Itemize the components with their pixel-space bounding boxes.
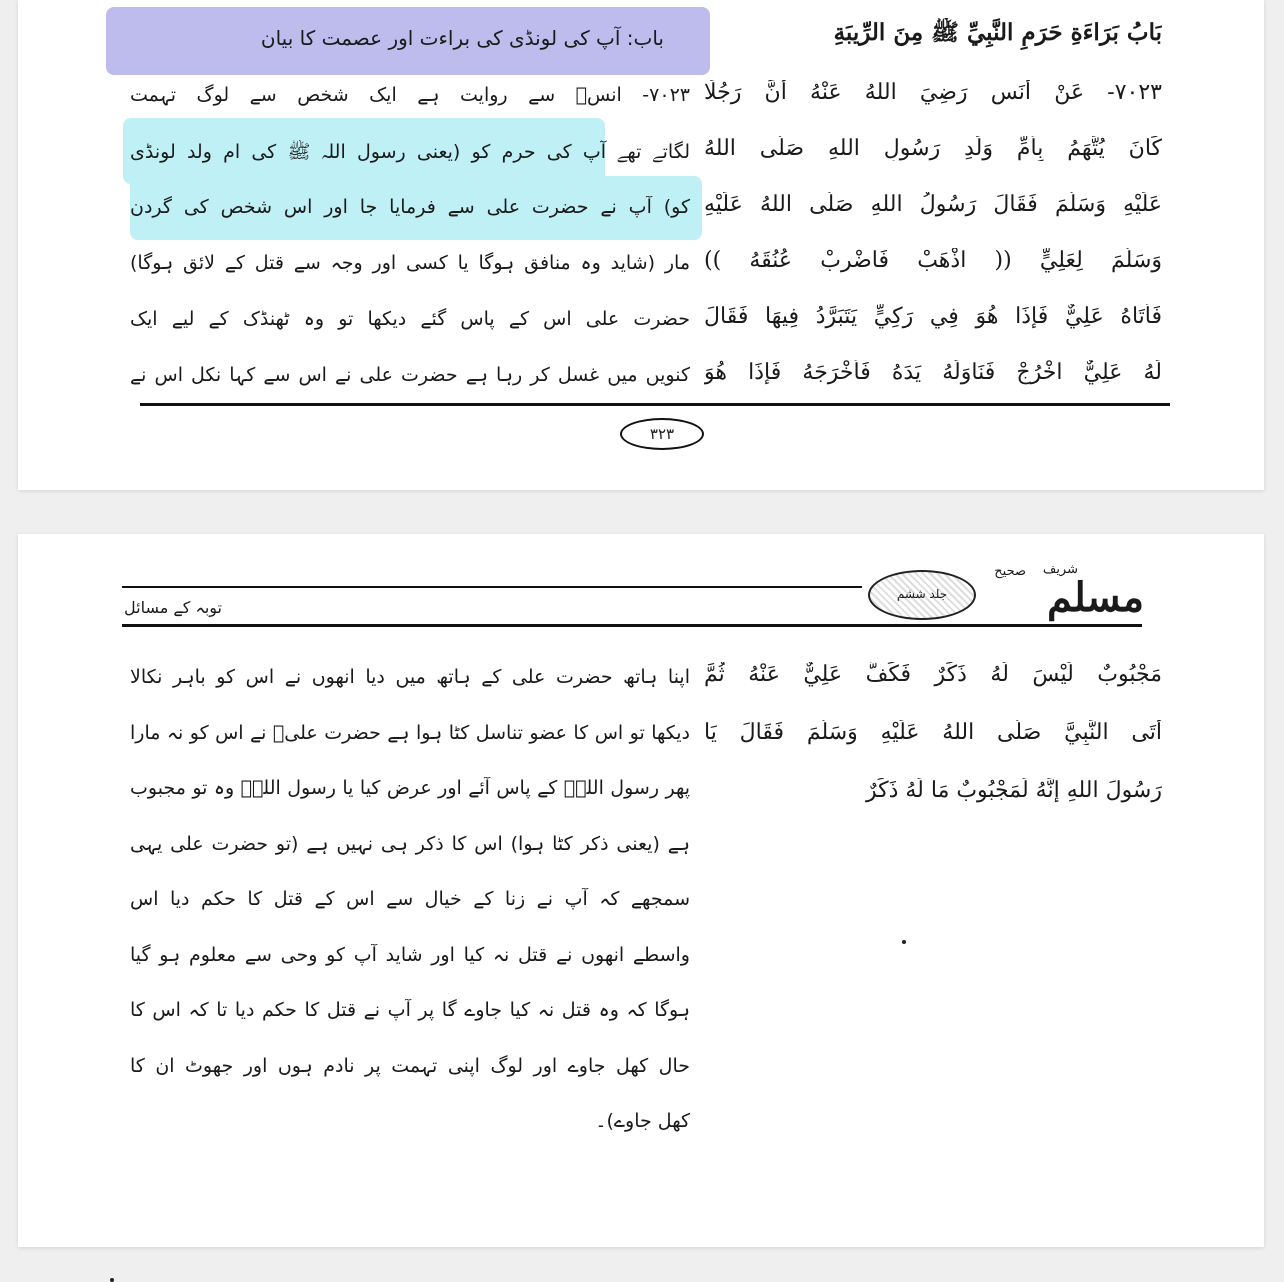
arabic-text-line: كَانَ يُتَّهَمُ بِأُمِّ وَلَدِ رَسُولِ اللهِ صَلَّى اللهُ (704, 136, 1162, 161)
arabic-text-line: مَجْبُوبٌ لَيْسَ لَهُ ذَكَرٌ فَكَفَّ عَلِيٌّ عَنْهُ ثُمَّ (704, 662, 1162, 687)
urdu-text-line: ۷۰۲۳- انسؓ سے روایت ہے ایک شخص سے لوگ تہمت (130, 84, 690, 106)
arabic-chapter-heading: بَابُ بَرَاءَةِ حَرَمِ النَّبِيِّ ﷺ مِنَ الرِّيبَةِ (833, 19, 1162, 46)
section-title: توبہ کے مسائل (124, 598, 222, 617)
page-bottom (18, 534, 1264, 1247)
urdu-text-line: واسطے انھوں نے قتل نہ کیا اور شاید آپ کو وحی سے معلوم ہو گیا (130, 943, 690, 966)
volume-label: جلد ششم (896, 587, 948, 601)
arabic-text-line: لَهُ عَلِيٌّ اخْرُجْ فَنَاوَلَهُ يَدَهُ فَأَخْرَجَهُ فَإِذَا هُوَ (704, 360, 1162, 385)
header-rule-bottom (122, 624, 1142, 627)
urdu-text-line: ہے (یعنی ذکر کٹا ہوا) اس کا ذکر ہی نہیں ہے (تو حضرت علی یہی (130, 832, 690, 855)
arabic-text-line: عَلَيْهِ وَسَلَّمَ فَقَالَ رَسُولُ اللهِ صَلَّى اللهُ عَلَيْهِ (704, 192, 1162, 217)
speck (902, 940, 906, 944)
urdu-text-line: کنویں میں غسل کر رہا ہے حضرت علی نے اس سے کہا نکل اس نے (130, 364, 690, 386)
brand-title: مسلم (1047, 574, 1144, 621)
urdu-text-line: حال کھل جاوے اور لوگ اپنی تہمت پر نادم ہوں اور جھوٹ ان کا (130, 1054, 690, 1077)
speck (110, 1278, 114, 1282)
bottom-rule (140, 403, 1170, 406)
header-rule-top (122, 586, 862, 588)
urdu-text-line: مار (شاید وہ منافق ہوگا یا کسی اور وجہ سے قتل کے لائق ہوگا) (130, 252, 690, 274)
urdu-text-line: ہوگا کہ وہ قتل نہ کیا جاوے گا پر آپ نے قتل کا حکم دیا تا کہ اس کا (130, 999, 690, 1021)
urdu-text-line: پھر رسول اللہؐ کے پاس آئے اور عرض کیا یا رسول اللہؐ وہ تو مجبوب (130, 777, 690, 799)
urdu-text-line: اپنا ہاتھ حضرت علی کے ہاتھ میں دیا انھوں نے اس کو باہر نکالا (130, 666, 690, 688)
volume-badge (868, 570, 976, 620)
urdu-text-line: دیکھا تو اس کا عضو تناسل کٹا ہوا ہے حضرت علیؓ نے اس کو نہ مارا (130, 721, 690, 744)
urdu-text-line: کو) آپ نے حضرت علی سے فرمایا جا اور اس شخص کی گردن (130, 196, 690, 218)
urdu-chapter-heading: باب: آپ کی لونڈی کی براءت اور عصمت کا بیان (260, 26, 664, 50)
urdu-text-line: لگاتے تھے آپ کی حرم کو (یعنی رسول اللہ ﷺ کی ام ولد لونڈی (130, 141, 690, 163)
arabic-text-line: وَسَلَّمَ لِعَلِيٍّ (( اذْهَبْ فَاضْرِبْ عُنُقَهُ )) (704, 248, 1162, 273)
urdu-text-line: حضرت علی اس کے پاس گئے دیکھا تو وہ ٹھنڈک کے لیے ایک (130, 308, 690, 330)
arabic-text-line: فَأَتَاهُ عَلِيٌّ فَإِذَا هُوَ فِي رَكِيٍّ يَتَبَرَّدُ فِيهَا فَقَالَ (704, 304, 1162, 329)
urdu-text-line: سمجھے کہ آپ نے زنا کے خیال سے اس کے قتل کا حکم دیا اس (130, 888, 690, 910)
urdu-text-line: کھل جاوے)۔ (595, 1110, 690, 1132)
brand-suffix: شریف (1042, 562, 1078, 577)
arabic-text-line: ۷۰۲۳- عَنْ أَنَسٍ رَضِيَ اللهُ عَنْهُ أَنَّ رَجُلًا (704, 80, 1162, 105)
brand-prefix: صحیح (994, 564, 1026, 579)
arabic-text-line: رَسُولَ اللهِ إِنَّهُ لَمَجْبُوبٌ مَا لَهُ ذَكَرٌ (865, 778, 1162, 803)
page-number: ۳۲۳ (620, 418, 704, 450)
page-top (18, 0, 1264, 490)
arabic-text-line: أَتَى النَّبِيَّ صَلَّى اللهُ عَلَيْهِ وَسَلَّمَ فَقَالَ يَا (704, 720, 1162, 745)
